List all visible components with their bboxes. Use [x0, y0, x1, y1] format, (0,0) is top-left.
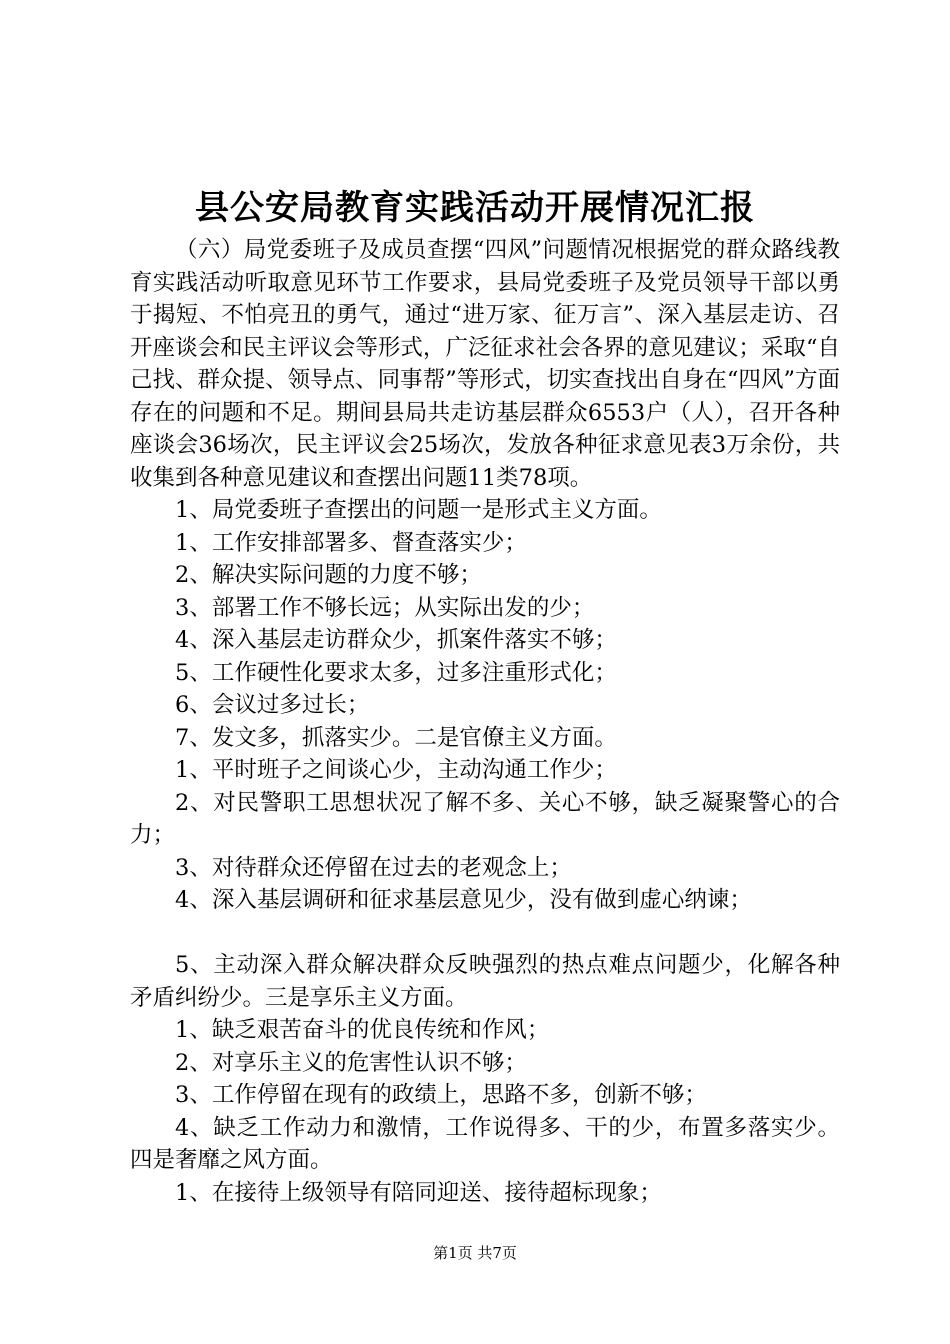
- paragraph: 1、缺乏艰苦奋斗的优良传统和作风；: [175, 1017, 550, 1043]
- document-title: 县公安局教育实践活动开展情况汇报: [195, 188, 755, 228]
- paragraph: 1、平时班子之间谈心少，主动沟通工作少；: [175, 757, 617, 783]
- paragraph: 1、局党委班子查摆出的问题一是形式主义方面。: [175, 497, 662, 523]
- paragraph-spacer: [130, 917, 840, 950]
- paragraph: 2、解决实际问题的力度不够；: [175, 562, 482, 588]
- document-body: [130, 234, 840, 1209]
- paragraph: （六）局党委班子及成员查摆“四风”问题情况根据党的群众路线教育实践活动听取意见环节工作要求，县局党委班子及党员领导干部以勇于揭短、不怕亮丑的勇气，通过“进万家、征万言”、深入基层走访、召开座谈会和民主评议会等形式，广泛征求社会各界的意见建议；采取“自己找、群众提、领导点、同事帮”等形式，切实查找出自身在“四风”方面存在的问题和不足。期间县局共走访基层群众6553户（人），召开各种座谈会36场次，民主评议会25场次，发放各种征求意见表3万余份，共收集到各种意见建议和查摆出问题11类78项。: [130, 237, 840, 491]
- paragraph: 5、主动深入群众解决群众反映强烈的热点难点问题少，化解各种矛盾纠纷少。三是享乐主义方面。: [130, 952, 840, 1011]
- paragraph: 3、部署工作不够长远；从实际出发的少；: [175, 594, 595, 621]
- paragraph: 2、对民警职工思想状况了解不多、关心不够，缺乏凝聚警心的合力；: [130, 789, 840, 848]
- paragraph: 3、对待群众还停留在过去的老观念上；: [175, 854, 572, 881]
- paragraph: 5、工作硬性化要求太多，过多注重形式化；: [175, 659, 617, 686]
- paragraph: 4、深入基层走访群众少，抓案件落实不够；: [175, 627, 617, 653]
- paragraph: 2、对享乐主义的危害性认识不够；: [175, 1049, 527, 1076]
- paragraph: 1、工作安排部署多、督查落实少；: [175, 529, 527, 556]
- paragraph: 7、发文多，抓落实少。二是官僚主义方面。: [175, 724, 617, 751]
- paragraph: 1、在接待上级领导有陪同迎送、接待超标现象；: [175, 1179, 662, 1206]
- page-number-footer: 第1页 共7页: [433, 1244, 517, 1262]
- paragraph: 6、会议过多过长；: [175, 692, 370, 718]
- paragraph: 4、深入基层调研和征求基层意见少，没有做到虚心纳谏；: [175, 887, 752, 913]
- paragraph: 4、缺乏工作动力和激情，工作说得多、干的少，布置多落实少。四是奢靡之风方面。: [130, 1114, 840, 1173]
- paragraph: 3、工作停留在现有的政绩上，思路不多，创新不够；: [175, 1082, 707, 1108]
